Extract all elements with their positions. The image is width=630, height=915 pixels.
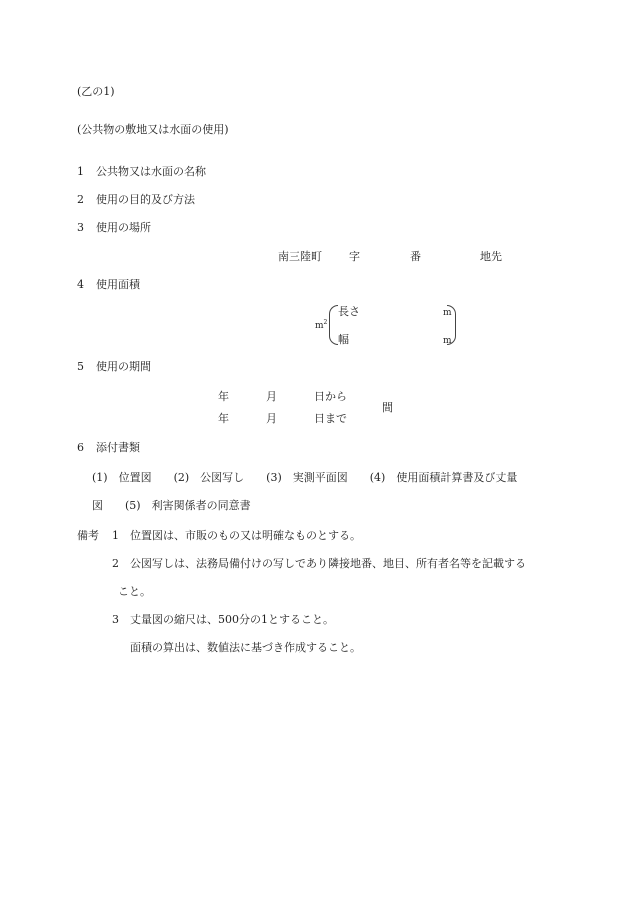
period-from-day: 日から xyxy=(314,390,347,403)
item-6-number: 6 xyxy=(77,441,84,454)
form-code: (乙の1) xyxy=(77,85,115,98)
remark-2-number: 2 xyxy=(112,557,119,570)
area-bracket-right xyxy=(447,305,456,345)
remark-3-number: 3 xyxy=(112,613,119,626)
remark-2-continuation: こと。 xyxy=(118,585,151,598)
remark-1-text: 位置図は、市販のもの又は明確なものとする。 xyxy=(130,529,361,542)
item-4-number: 4 xyxy=(77,278,84,291)
period-to-day: 日まで xyxy=(314,412,347,425)
period-from-month: 月 xyxy=(266,390,277,403)
area-length-label: 長さ xyxy=(338,305,360,318)
area-length-unit: m xyxy=(443,308,452,318)
item-5-number: 5 xyxy=(77,360,84,373)
item-2-number: 2 xyxy=(77,193,84,206)
attachments-line-1: (1) 位置図 (2) 公図写し (3) 実測平面図 (4) 使用面積計算書及び丈量 xyxy=(92,471,518,484)
item-6-label: 添付書類 xyxy=(96,441,140,454)
area-width-label: 幅 xyxy=(338,333,349,346)
item-5-label: 使用の期間 xyxy=(96,360,151,373)
location-aza: 字 xyxy=(349,250,360,263)
period-between: 間 xyxy=(382,401,393,414)
remark-3-text: 丈量図の縮尺は、500分の1とすること。 xyxy=(130,613,334,626)
location-town: 南三陸町 xyxy=(278,250,322,263)
period-from-year: 年 xyxy=(218,390,229,403)
remarks-heading: 備考 xyxy=(77,529,99,542)
area-width-unit: m xyxy=(443,336,452,346)
item-1-label: 公共物又は水面の名称 xyxy=(96,165,206,178)
remark-2-text: 公図写しは、法務局備付けの写しであり隣接地番、地目、所有者名等を記載する xyxy=(130,557,526,570)
remark-1-number: 1 xyxy=(112,529,119,542)
form-title: (公共物の敷地又は水面の使用) xyxy=(77,123,229,136)
period-to-year: 年 xyxy=(218,412,229,425)
attachments-line-2: 図 (5) 利害関係者の同意書 xyxy=(92,499,251,512)
location-chisaki: 地先 xyxy=(480,250,502,263)
item-2-label: 使用の目的及び方法 xyxy=(96,193,195,206)
location-ban: 番 xyxy=(410,250,421,263)
area-square-meter-unit: $m^2$ xyxy=(315,319,328,331)
item-3-number: 3 xyxy=(77,221,84,234)
remark-3-continuation: 面積の算出は、数値法に基づき作成すること。 xyxy=(130,641,361,654)
item-4-label: 使用面積 xyxy=(96,278,140,291)
item-3-label: 使用の場所 xyxy=(96,221,151,234)
item-1-number: 1 xyxy=(77,165,84,178)
period-to-month: 月 xyxy=(266,412,277,425)
area-bracket-left xyxy=(329,305,338,345)
